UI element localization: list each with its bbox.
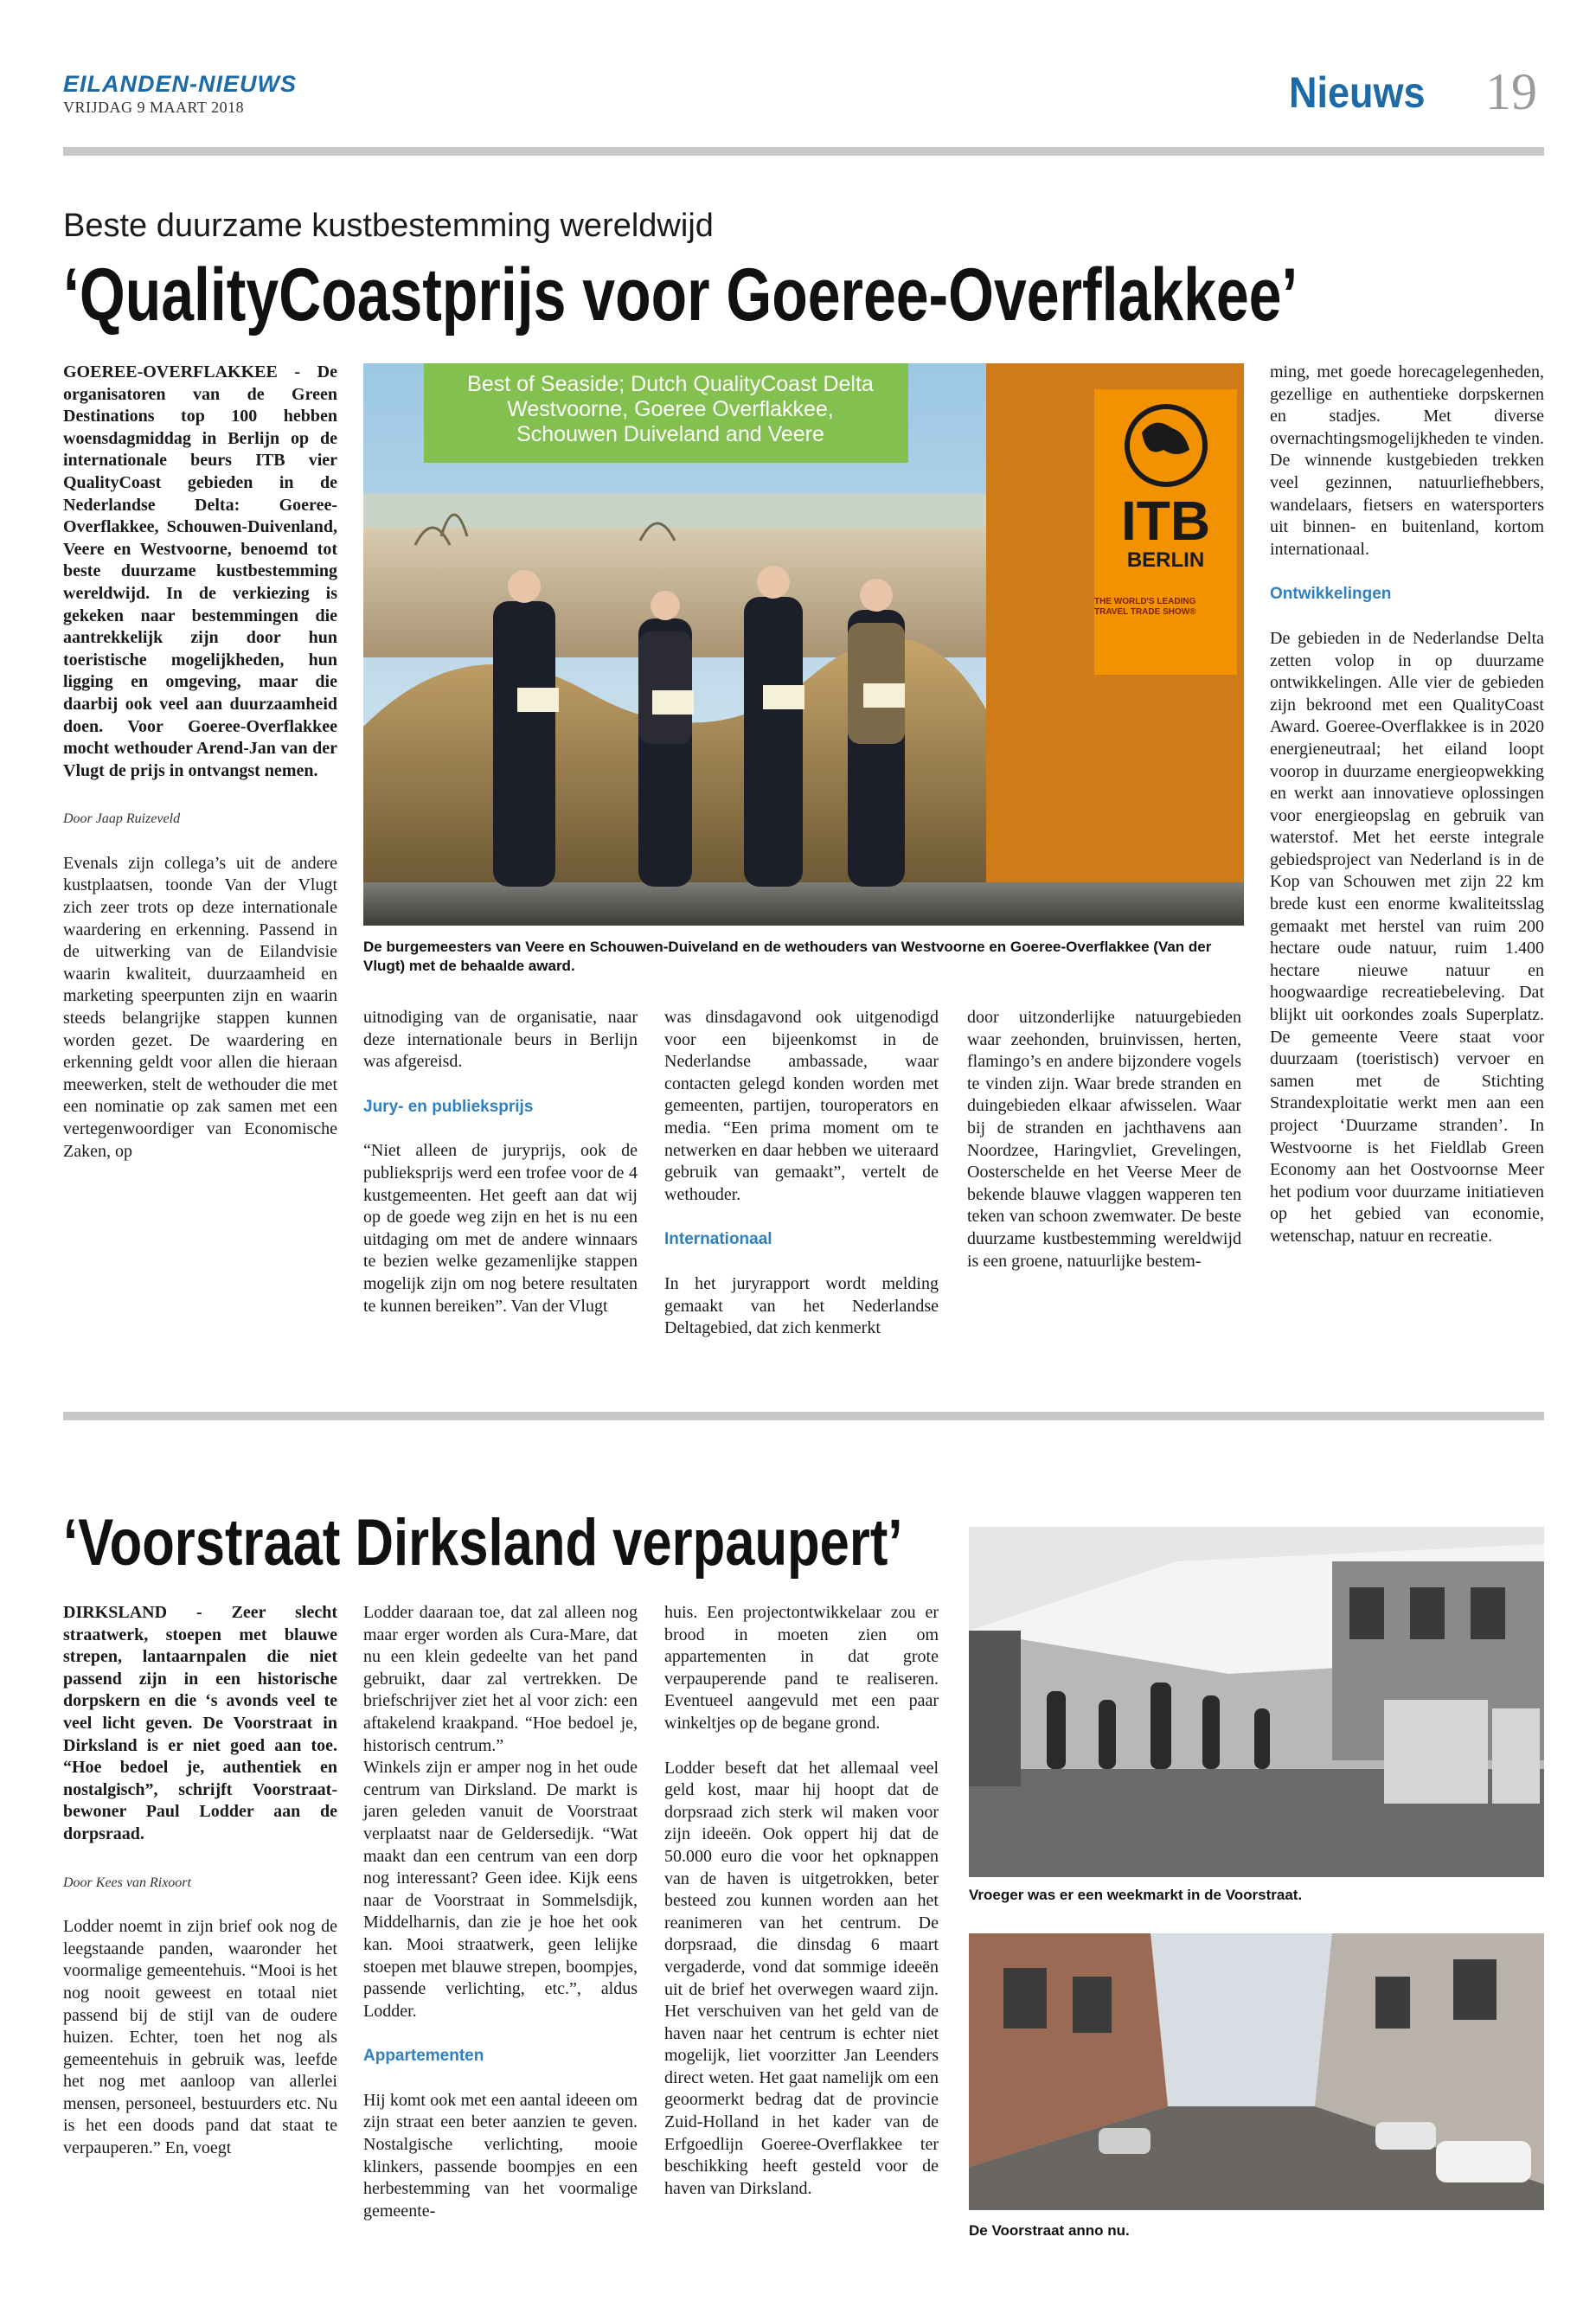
current-street-photo-art <box>969 1933 1544 2210</box>
itb-logo-text: ITB <box>1120 490 1211 552</box>
article2-body: huis. Een projectontwikkelaar zou er brood in moeten zien om appartementen in dat grote verpauperende pand te realiseren. Eventueel aangevuld met een paar winkeltjes op de begane grond. <box>664 1603 939 1733</box>
old-market-caption: Vroeger was er een weekmarkt in de Voorstraat. <box>969 1887 1303 1903</box>
article2-subhead-appartementen: Appartementen <box>363 2047 484 2066</box>
itb-logo-city: BERLIN <box>1126 548 1205 572</box>
article1-headline: ‘QualityCoastprijs voor Goeree-Overflakkee’ <box>63 253 1298 336</box>
article1-subhead-ontwikkelingen: Ontwikkelingen <box>1270 585 1392 604</box>
article1-body: “Niet alleen de juryprijs, ook de publieksprijs werd een trofee voor de 4 kustgemeenten. Het geeft aan dat wij op de goede weg zijn en het is nu een uitdaging om met de andere winnaars te bezien welke gezamenlijke stappen mogelijk zijn om nog betere resultaten te kunnen bereiken”. Van der Vlugt <box>363 1141 638 1316</box>
article2-column-1 <box>63 1602 337 2182</box>
article1-subhead-jury: Jury- en publieksprijs <box>363 1097 534 1116</box>
old-market-photo-art <box>969 1527 1544 1877</box>
article2-body: Lodder noemt in zijn brief ook nog de leegstaande panden, waaronder het voormalige gemeentehuis. “Mooi is het nog nooit geweest en totaal niet passend bij de stijl van de oudere huizen. Echter, toen het nog als gemeentehuis in gebruik was, leefde het nog met aanloop van allerlei mensen, personeel, bestuurders etc. Nu is het een doods pand dat staat te verpauperen.” En, voegt <box>63 1917 337 2158</box>
article2-headline: ‘Voorstraat Dirksland verpaupert’ <box>63 1506 903 1580</box>
article1-body: In het juryrapport wordt melding gemaakt van het Nederlandse Deltagebied, dat zich kenmerkt <box>664 1273 939 1338</box>
article2-body: Lodder beseft dat het allemaal veel geld kost, maar hij hoopt dat de dorpsraad zich sterk wil maken voor zijn ideeën. Ook oppert hij dat de 50.000 euro die voor het opknappen van de haven is uitgetrokken, beter besteed zou kunnen worden aan het reanimeren van het centrum. De dorpsraad, die dinsdag 6 maart vergaderde, vond dat sommige ideeën uit de brief het overwegen waard zijn. Het verschuiven van het geld van de haven naar het centrum is echter niet mogelijk, liet voorzitter Jan Leenders direct weten. Het gaat namelijk om een geoormerkt bedrag dat de provincie Zuid-Holland in het kader van de Erfgoedlijn Goeree-Overflakkee ter beschikking heeft gesteld voor de haven van Dirksland. <box>664 1758 939 2198</box>
article1-body: ming, met goede horecagelegenheden, gezellige en authentieke dorpskernen en stadjes. Met diverse overnachtingsmogelijkheden te vinden. De winnende kustgebieden trekken veel gezinnen, natuurliefhebbers, wandelaars, fietsers en watersporters uit binnen- en buitenland, kortom internationaal. <box>1270 362 1544 559</box>
itb-logo-tagline: THE WORLD'S LEADING TRAVEL TRADE SHOW® <box>1094 597 1196 617</box>
award-photo-art <box>363 363 1244 926</box>
article1-column-2 <box>363 1007 638 1340</box>
award-screen-text: Best of Seaside; Dutch QualityCoast Delta Westvoorne, Goeree Overflakkee, Schouwen Duiveland and Veere <box>467 372 874 446</box>
article2-column-3 <box>664 1602 939 2222</box>
article1-body: Evenals zijn collega’s uit de andere kustplaatsen, toonde Van der Vlugt zich zeer trots op deze internationale waardering en erkenning. Passend in de uitwerking van de Eilandvisie waarin kwaliteit, duurzaamheid en marketing speerpunten zijn en waarin steeds belangrijke stappen kunnen worden gezet. De waardering en erkenning geldt voor allen die hieraan meewerken, stelt de wethouder die met een nominatie op zak samen met een vertegenwoordiger van Economische Zaken, op <box>63 853 337 1161</box>
article2-lead: DIRKSLAND - Zeer slecht straatwerk, stoepen met blauwe strepen, lantaarnpalen die niet passend zijn in een historische dorpskern en die ‘s avonds veel te veel licht geven. De Voorstraat in Dirksland is er niet goed aan toe. “Hoe bedoel je, authentiek en nostalgisch”, schrijft Voorstraat-bewoner Paul Lodder aan de dorpsraad. <box>63 1603 337 1843</box>
article1-body: was dinsdagavond ook uitgenodigd voor een bijeenkomst in de Nederlandse ambassade, waar contacten gelegd konden worden met gemeenten, partijen, touroperators en media. “Een prima moment om te netwerken en daar hebben we uiteraard gebruik van gemaakt”, vertelt de wethouder. <box>664 1008 939 1204</box>
article1-byline: Door Jaap Ruizeveld <box>63 811 181 827</box>
article1-body: door uitzonderlijke natuurgebieden waar zeehonden, bruinvissen, herten, flamingo’s en andere bijzondere vogels te vinden zijn. Waar brede stranden en duingebieden elkaar afwisselen. Waar bij de stranden en jachthavens aan Noordzee, Haringvliet, Grevelingen, Oosterschelde en het Veerse Meer de bekende blauwe vlaggen wapperen ten teken van schoon zwemwater. De beste duurzame kustbestemming wereldwijd is een groene, natuurlijke bestem- <box>967 1008 1241 1271</box>
newspaper-masthead: EILANDEN-NIEUWS <box>63 71 297 97</box>
article1-body: uitnodiging van de organisatie, naar deze internationale beurs in Berlijn was afgereisd. <box>363 1008 638 1072</box>
article1-kicker: Beste duurzame kustbestemming wereldwijd <box>63 208 714 244</box>
section-title: Nieuws <box>1289 68 1426 117</box>
article2-body: Hij komt ook met een aantal ideeen om zijn straat een beter aanzien te geven. Nostalgische verlichting, mooie klinkers, passende boompjes en een herbestemming van het voormalige gemeente- <box>363 2090 638 2221</box>
article2-column-2 <box>363 1602 638 2245</box>
old-market-photo <box>969 1527 1544 1877</box>
current-street-caption: De Voorstraat anno nu. <box>969 2222 1130 2239</box>
article-divider-rule <box>63 1412 1544 1420</box>
edition-date: VRIJDAG 9 MAART 2018 <box>63 99 245 116</box>
article2-body: Lodder daaraan toe, dat zal alleen nog maar erger worden als Cura-Mare, dat nu een klein gedeelte van het pand gebruikt, daar zal vertrekken. De briefschrijver ziet het al voor zich: een aftakelend kraakpand. “Hoe bedoel je, historisch centrum.” <box>363 1603 638 1755</box>
award-photo <box>363 363 1244 926</box>
article1-column-5 <box>1270 362 1544 1271</box>
article1-column-4 <box>967 1007 1241 1295</box>
article1-column-1 <box>63 362 337 1185</box>
article1-lead: GOEREE-OVERFLAKKEE - De organisatoren van de Green Destinations top 100 hebben woensdagmiddag in Berlijn op de internationale beurs ITB vier QualityCoast gebieden in de Nederlandse Delta: Goeree-Overflakkee, Schouwen-Duivenland, Veere en Westvoorne, benoemd tot beste duurzame kustbestemming wereldwijd. In de verkiezing is gekeken naar bestemmingen die aantrekkelijk zijn door hun toeristische mogelijkheden, hun ligging en omgeving, maar die daarbij ook veel aan duurzaamheid doen. Voor Goeree-Overflakkee mocht wethouder Arend-Jan van der Vlugt de prijs in ontvangst nemen. <box>63 362 337 780</box>
page-number: 19 <box>1485 63 1537 120</box>
top-rule <box>63 147 1544 156</box>
article1-subhead-internationaal: Internationaal <box>664 1230 772 1249</box>
current-street-photo <box>969 1933 1544 2210</box>
article1-body: De gebieden in de Nederlandse Delta zetten volop in op duurzame ontwikkelingen. Alle vier de gebieden zijn bekroond met een QualityCoast Award. Goeree-Overflakkee is in 2020 energieneutraal; het eiland loopt voorop in duurzame energieopwekking en werkt aan innovatieve oplossingen voor energieopslag en gebruik van waterstof. Met het eerste integrale gebiedsproject van Nederland is in de Kop van Schouwen met zijn 22 km brede kust een enorme kwaliteitsslag gemaakt met herstel van ruim 200 hectare oude natuur, ruim 1.400 hectare nieuwe natuur en hoogwaardige recreatiebeleving. Dat blijkt uit oorkondes zoals Superplatz. De gemeente Veere staat voor duurzaam (toeristisch) vervoer en samen met de Stichting Strandexploitatie werkt men aan een project ‘Duurzame stranden’. In Westvoorne is het Fieldlab Green Economy aan het Oostvoornse Meer het podium voor duurzame initiatieven op het gebied van economie, wetenschap, natuur en recreatie. <box>1270 628 1544 1246</box>
award-photo-caption: De burgemeesters van Veere en Schouwen-Duiveland en de wethouders van Westvoorne en Goeree-Overflakkee (Van der Vlugt) met de behaalde award. <box>363 939 1212 974</box>
article1-column-3 <box>664 1007 939 1362</box>
article2-body: Winkels zijn er amper nog in het oude centrum van Dirksland. De markt is jaren geleden vanuit de Voorstraat verplaatst naar de Geldersedijk. “Wat maakt dan een centrum van een dorp nog interessant? Geen idee. Kijk eens naar de Voorstraat in Sommelsdijk, Middelharnis, dan zie je hoe het ook kan. Mooi straatwerk, geen lelijke stoepen met blauwe strepen, boompjes, passende verlichting, etc.”, aldus Lodder. <box>363 1758 638 2021</box>
article2-byline: Door Kees van Rixoort <box>63 1875 191 1890</box>
